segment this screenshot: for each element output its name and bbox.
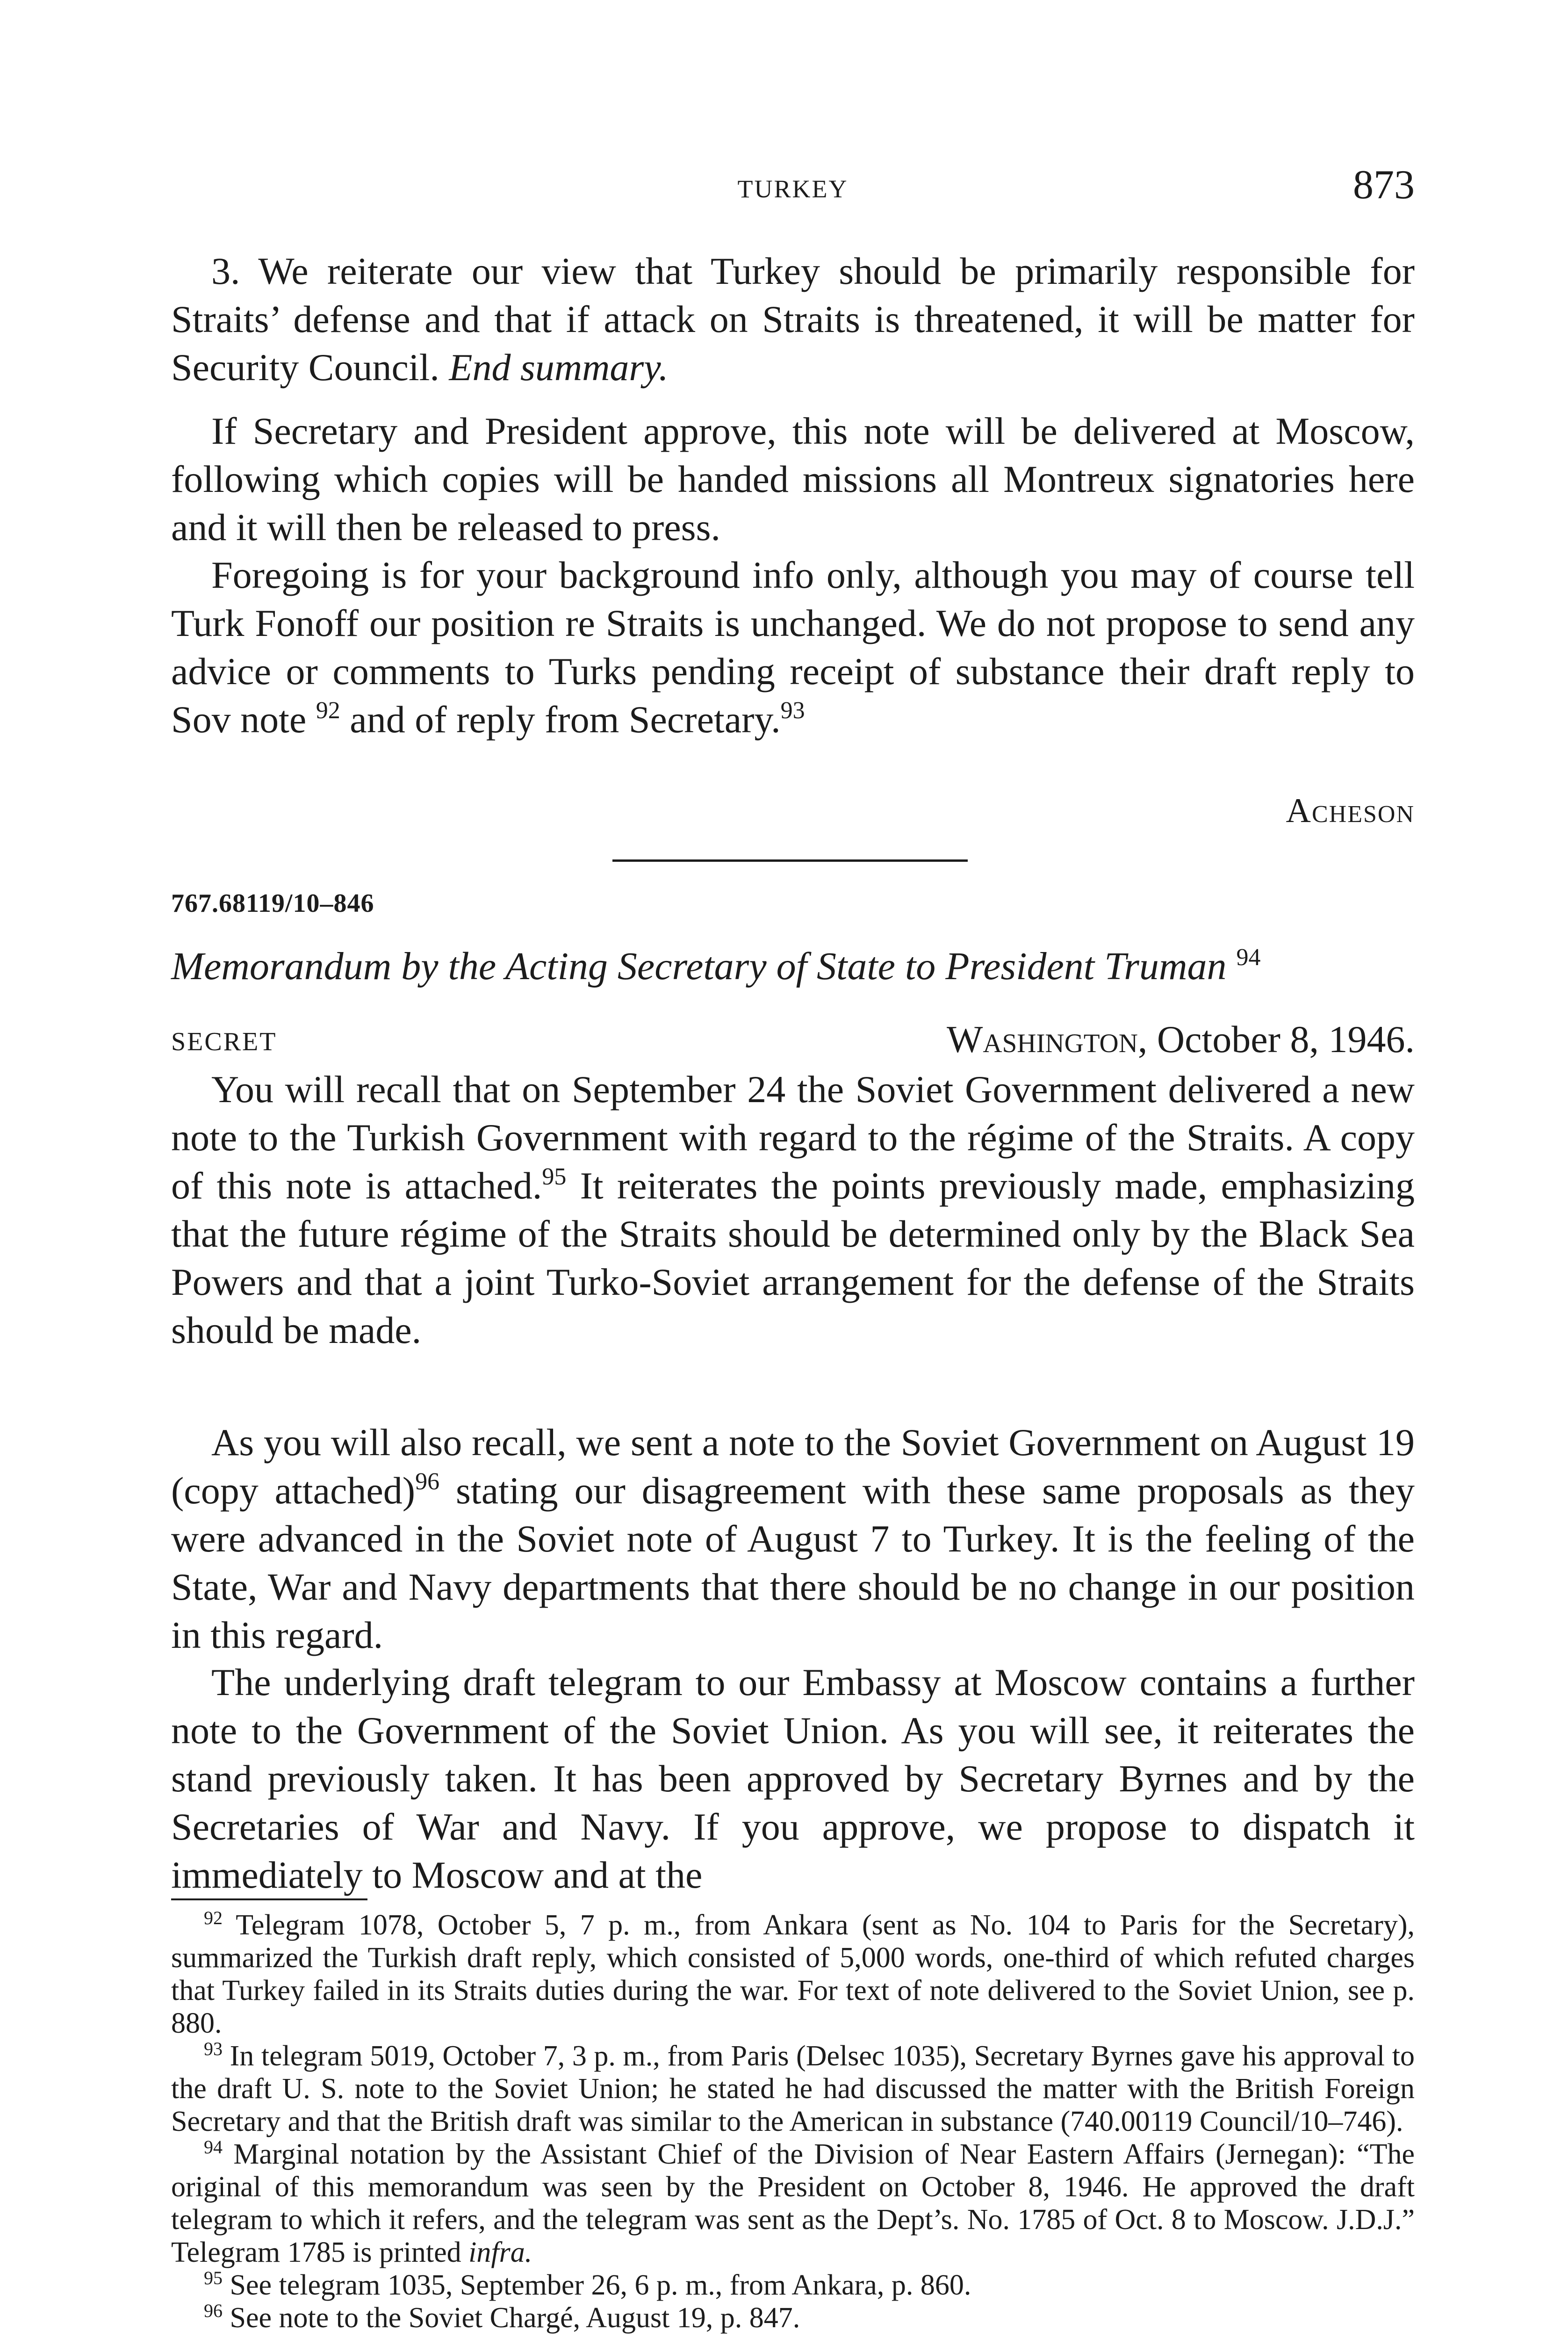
paragraph-recall	[171, 1065, 1415, 1354]
footnote	[171, 2269, 1415, 2302]
dateline	[947, 1017, 1415, 1061]
footnote-text: See note to the Soviet Chargé, August 19, p. 847.	[223, 2302, 800, 2334]
footnote-text: In telegram 5019, October 7, 3 p. m., from Paris (Delsec 1035), Secretary Byrnes gave his approval to the draft U. S. note to the Soviet Union; he stated he had discussed the matter with the British Foreign Secretary and that the British draft was similar to the American in substance (740.00119 Council/10–746).	[171, 2040, 1415, 2137]
footnote	[171, 1909, 1415, 2040]
paragraph-text: If Secretary and President approve, this note will be delivered at Moscow, following which copies will be handed missions all Montreux signatories here and it will then be released to press.	[171, 410, 1415, 548]
paragraph-august-note	[171, 1418, 1415, 1659]
paragraph-text: and of reply from Secretary.	[340, 698, 781, 741]
classification: SECRET	[171, 1027, 277, 1056]
paragraph-text: 3. We reiterate our view that Turkey should be primarily responsible for Straits’ defense and that if attack on Straits is threatened, it will be matter for Security Council.	[171, 250, 1415, 389]
footnote-ref: 93	[780, 697, 805, 724]
memo-title-text: Memorandum by the Acting Secretary of State to President Truman	[171, 945, 1227, 988]
footnote-number: 92	[204, 1907, 223, 1928]
file-number: 767.68119/10–846	[171, 889, 374, 918]
paragraph-text: stating our disagreement with these same proposals as they were advanced in the Soviet note of August 7 to Turkey. It is the feeling of the State, War and Navy departments that there should be no change in our position in this regard.	[171, 1469, 1415, 1656]
footnote-text: Marginal notation by the Assistant Chief of the Division of Near Eastern Affairs (Jernegan): “The original of this memorandum was seen by the President on October 8, 1946. He approved the draft telegram to which it refers, and the telegram was sent as the Dept’s. No. 1785 of Oct. 8 to Moscow. J.D.J.” Telegram 1785 is printed	[171, 2138, 1415, 2268]
footnote-number: 95	[204, 2267, 223, 2288]
paragraph-text: The underlying draft telegram to our Embassy at Moscow contains a further note to the Government of the Soviet Union. As you will see, it reiterates the stand previously taken. It has been approved by Secretary Byrnes and by the Secretaries of War and Navy. If you approve, we propose to dispatch it immediately to Moscow and at the	[171, 1661, 1415, 1896]
page-number: 873	[1353, 162, 1415, 208]
footnote-number: 94	[204, 2136, 223, 2158]
paragraph-approve	[171, 407, 1415, 551]
footnote	[171, 2040, 1415, 2138]
footnote-italic: infra.	[468, 2237, 532, 2268]
signature: Acheson	[1286, 792, 1415, 830]
footnote-text: Telegram 1078, October 5, 7 p. m., from Ankara (sent as No. 104 to Paris for the Secretary), summarized the Turkish draft reply, which consisted of 5,000 words, one-third of which refuted charges that Turkey failed in its Straits duties during the war. For text of note delivered to the Soviet Union, see p. 880.	[171, 1909, 1415, 2039]
footnote-ref: 96	[415, 1468, 440, 1495]
footnote-text: See telegram 1035, September 26, 6 p. m., from Ankara, p. 860.	[223, 2269, 971, 2301]
paragraph-foregoing	[171, 551, 1415, 743]
paragraph-text: You will recall that on September 24 the Soviet Government delivered a new note to the Turkish Government with regard to the régime of the Straits. A copy of this note is attached.	[171, 1068, 1415, 1207]
footnotes	[171, 1909, 1415, 2334]
paragraph-reiterate	[171, 247, 1415, 391]
section-divider	[612, 859, 968, 862]
footnote	[171, 2138, 1415, 2269]
dateline-place: Washington	[947, 1018, 1138, 1061]
footnote-rule	[171, 1898, 367, 1900]
dateline-date: , October 8, 1946.	[1137, 1018, 1415, 1061]
end-summary: End summary.	[449, 346, 669, 389]
paragraph-text: Foregoing is for your background info only, although you may of course tell Turk Fonoff our position re Straits is unchanged. We do not propose to send any advice or comments to Turks pending receipt of substance their draft reply to Sov note	[171, 554, 1415, 741]
paragraph-text: It reiterates the points previously made, emphasizing that the future régime of the Straits should be determined only by the Black Sea Powers and that a joint Turko-Soviet arrangement for the defense of the Straits should be made.	[171, 1164, 1415, 1351]
footnote-ref: 94	[1236, 944, 1261, 971]
footnote-number: 93	[204, 2038, 223, 2059]
footnote-ref: 92	[316, 697, 340, 724]
page-header	[171, 161, 1415, 213]
paragraph-text: As you will also recall, we sent a note to the Soviet Government on August 19 (copy attached)	[171, 1421, 1415, 1512]
paragraph-draft-telegram	[171, 1658, 1415, 1899]
footnote-ref: 95	[542, 1163, 567, 1190]
running-head: TURKEY	[737, 175, 849, 203]
memo-title	[171, 944, 1415, 989]
footnote	[171, 2302, 1415, 2334]
footnote-number: 96	[204, 2300, 223, 2321]
